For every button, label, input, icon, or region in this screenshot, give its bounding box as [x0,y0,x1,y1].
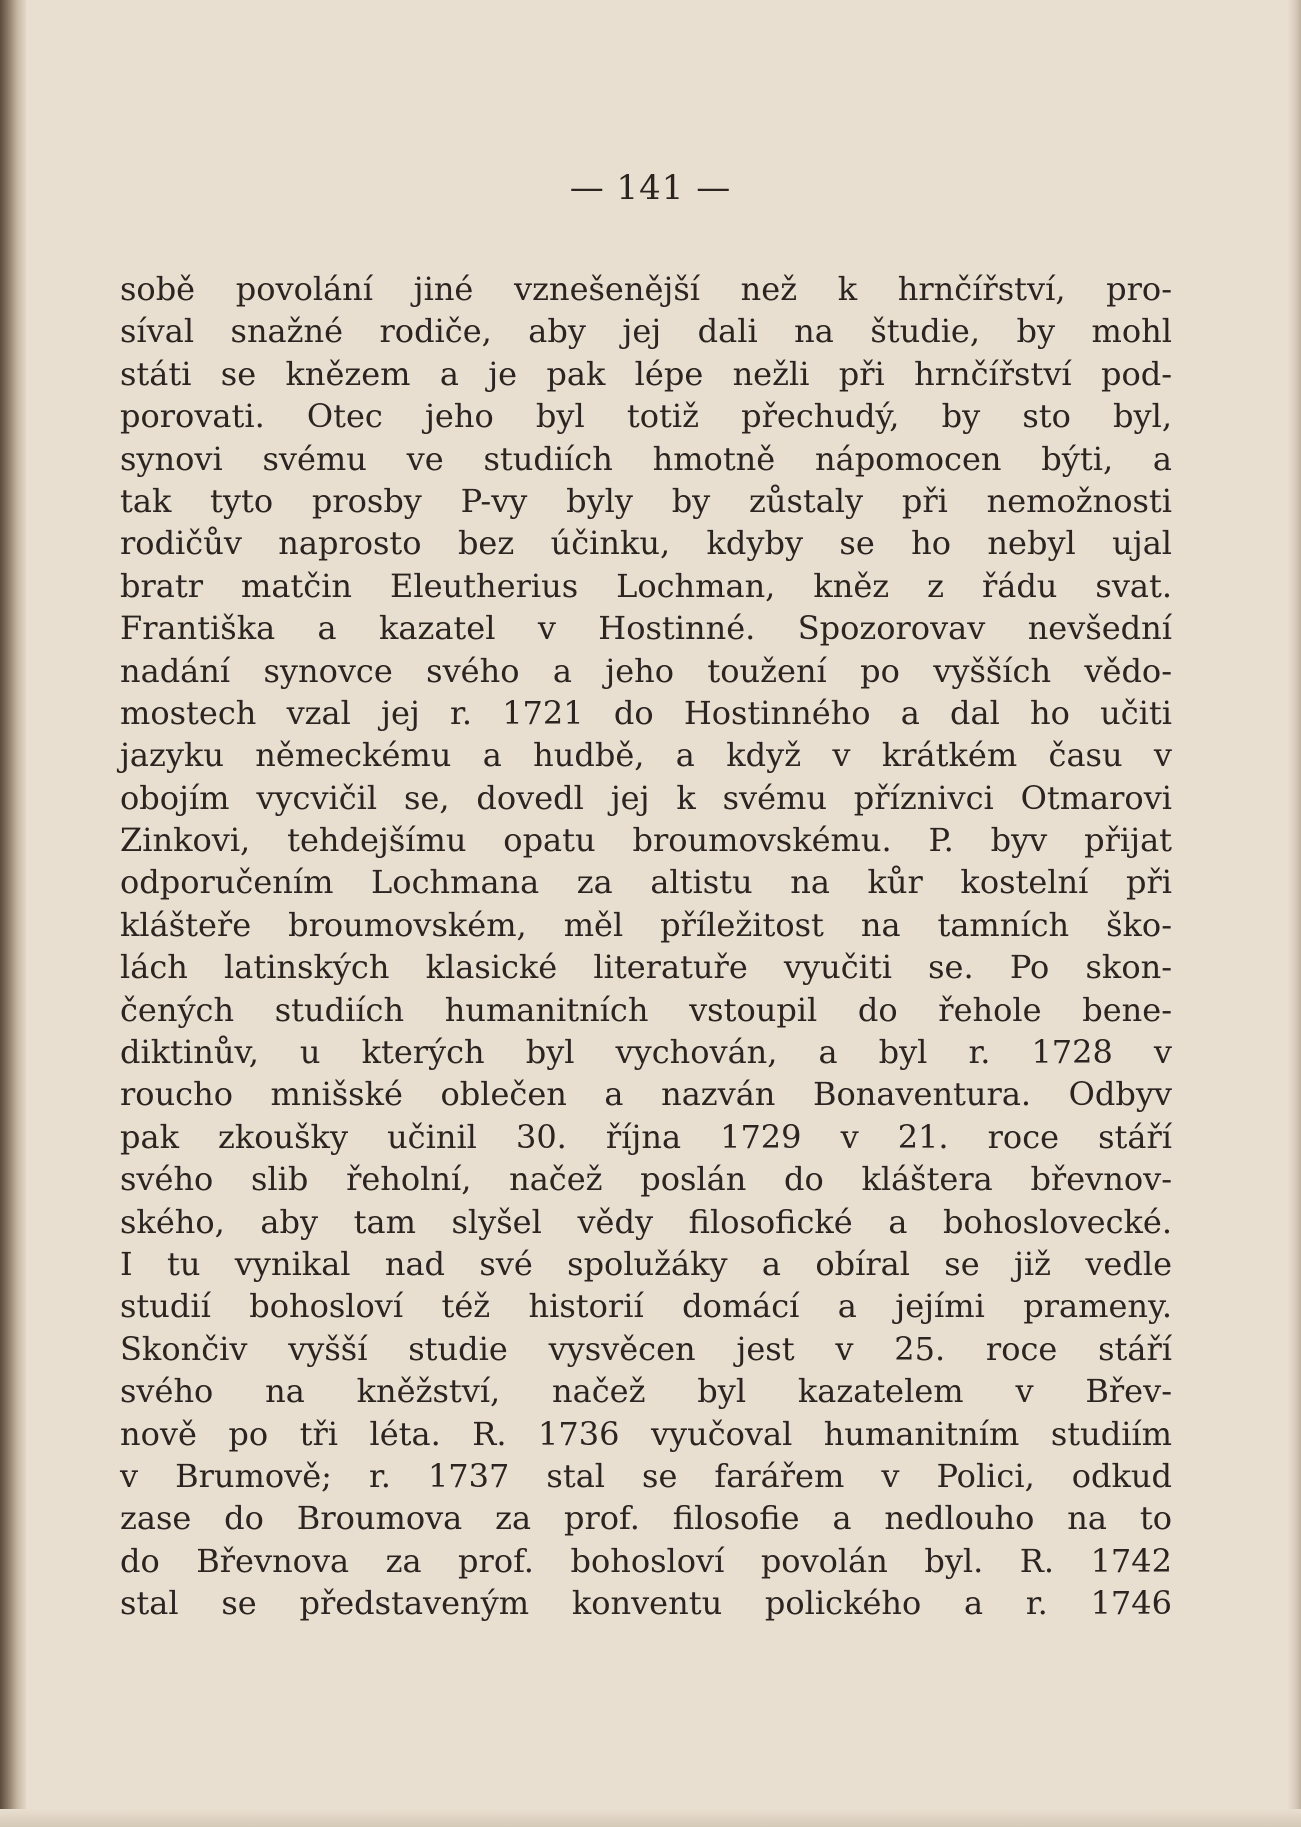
text-line: rodičův naprosto bez účinku, kdyby se ho nebyl ujal [120,524,1172,563]
text-line: lách latinských klasické literatuře vyučiti se. Po skon- [120,948,1172,987]
text-line: ského, aby tam slyšel vědy filosofické a bohoslovecké. [120,1202,1172,1241]
text-line: jazyku německému a hudbě, a když v krátkém času v [120,736,1172,775]
text-line: klášteře broumovském, měl příležitost na tamních ško- [120,905,1172,944]
text-line: síval snažné rodiče, aby jej dali na študie, by mohl [120,312,1172,351]
page-number: — 141 — [569,168,732,208]
body-text [120,268,1172,1625]
text-line: nově po tři léta. R. 1736 vyučoval humanitním studiím [120,1414,1172,1453]
text-line: Skončiv vyšší studie vysvěcen jest v 25. roce stáří [120,1329,1172,1368]
book-spine-shadow [0,0,26,1827]
page-edge-right [1287,0,1301,1827]
text-line: zase do Broumova za prof. filosofie a nedlouho na to [120,1499,1172,1538]
text-line: mostech vzal jej r. 1721 do Hostinného a dal ho učiti [120,693,1172,732]
text-line: stal se představeným konventu polického a r. 1746 [120,1584,1172,1623]
text-line: porovati. Otec jeho byl totiž přechudý, by sto byl, [120,397,1172,436]
text-line: diktinův, u kterých byl vychován, a byl r. 1728 v [120,1033,1172,1072]
text-line: v Brumově; r. 1737 stal se farářem v Polici, odkud [120,1456,1172,1495]
text-line: bratr matčin Eleutherius Lochman, kněz z řádu svat. [120,566,1172,605]
page-edge-bottom [0,1809,1301,1827]
text-line: obojím vycvičil se, dovedl jej k svému příznivci Otmarovi [120,778,1172,817]
text-line: sobě povolání jiné vznešenější než k hrnčířství, pro- [120,270,1172,308]
text-line: odporučením Lochmana za altistu na kůr kostelní při [120,863,1172,902]
text-line: synovi svému ve studiích hmotně nápomocen býti, a [120,439,1172,478]
text-line: do Břevnova za prof. bohosloví povolán byl. R. 1742 [120,1541,1172,1580]
text-line: čených studiích humanitních vstoupil do řehole bene- [120,990,1172,1029]
text-line: svého na kněžství, načež byl kazatelem v Břev- [120,1372,1172,1411]
text-line: roucho mnišské oblečen a nazván Bonaventura. Odbyv [120,1075,1172,1114]
text-line: Františka a kazatel v Hostinné. Spozorovav nevšední [120,609,1172,648]
text-line: Zinkovi, tehdejšímu opatu broumovskému. P. byv přijat [120,821,1172,860]
text-line: I tu vynikal nad své spolužáky a obíral se již vedle [120,1244,1172,1283]
text-line: pak zkoušky učinil 30. října 1729 v 21. roce stáří [120,1117,1172,1156]
text-line: tak tyto prosby P-vy byly by zůstaly při nemožnosti [120,481,1172,520]
text-line: studií bohosloví též historií domácí a jejími prameny. [120,1287,1172,1326]
text-line: státi se knězem a je pak lépe nežli při hrnčířství pod- [120,354,1172,393]
text-line: nadání synovce svého a jeho toužení po vyšších vědo- [120,651,1172,690]
text-line: svého slib řeholní, načež poslán do kláštera břevnov- [120,1160,1172,1199]
